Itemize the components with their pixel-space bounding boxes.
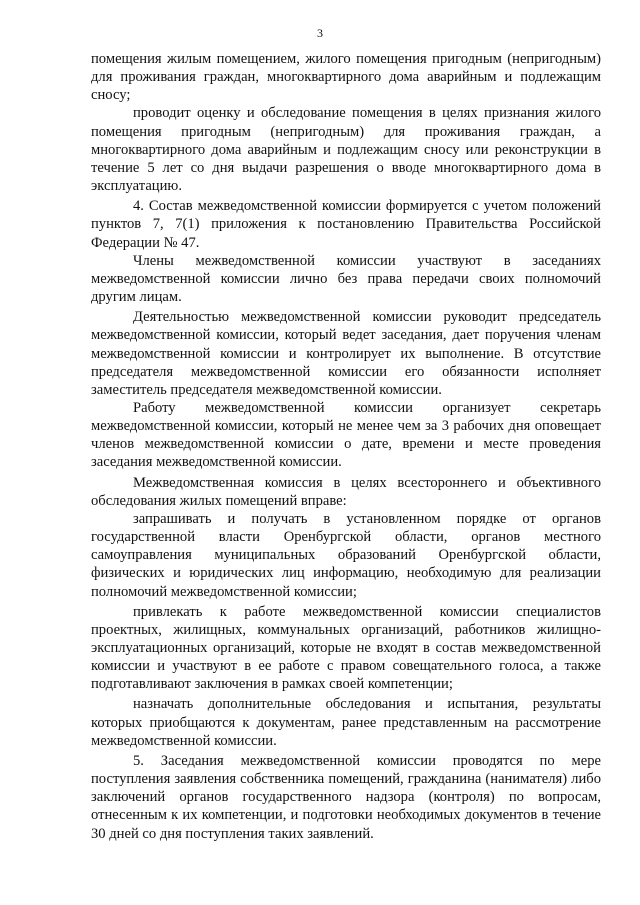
paragraph-right-inspections: назначать дополнительные обследования и испытания, результаты которых приобщаются к документам, ранее представленным на рассмотрение межведомственной комиссии. [91, 696, 601, 749]
paragraph-chairman: Деятельностью межведомственной комиссии руководит председатель межведомственной комиссии, который ведет заседания, дает поручения членам межведомственной комиссии и контролирует их выполнение. В отсутствие председателя межведомственной комиссии его обязанности исполняет заместитель председателя межведомственной комиссии. [91, 309, 601, 398]
paragraph-continuation: помещения жилым помещением, жилого помещения пригодным (непригодным) для проживания граждан, многоквартирного дома аварийным и подлежащим сносу; [91, 51, 601, 104]
paragraph-commission-rights: Межведомственная комиссия в целях всестороннего и объективного обследования жилых помещений вправе: [91, 474, 601, 509]
paragraph-assessment: проводит оценку и обследование помещения в целях признания жилого помещения пригодным (непригодным) для проживания граждан, а многоквартирного дома аварийным и подлежащим сносу или реконструкции в течение 5 лет со дня выдачи разрешения о вводе многоквартирного дома в эксплуатацию. [91, 105, 601, 195]
paragraph-commission-composition: 4. Состав межведомственной комиссии формируется с учетом положений пунктов 7, 7(1) приложения к постановлению Правительства Российской Федерации № 47. [91, 198, 601, 251]
paragraph-secretary: Работу межведомственной комиссии организует секретарь межведомственной комиссии, который не менее чем за 3 рабочих дня оповещает членов межведомственной комиссии о дате, времени и месте проведения заседания межведомственной комиссии. [91, 399, 601, 471]
page-number: 3 [317, 26, 323, 40]
paragraph-members-participation: Члены межведомственной комиссии участвуют в заседаниях межведомственной комиссии лично без права передачи своих полномочий другим лицам. [91, 252, 601, 306]
paragraph-right-request: запрашивать и получать в установленном порядке от органов государственной власти Оренбургской области, органов местного самоуправления муниципальных образований Оренбургской области, физических и юридических лиц информацию, необходимую для реализации полномочий межведомственной комиссии; [91, 510, 601, 600]
paragraph-right-involve: привлекать к работе межведомственной комиссии специалистов проектных, жилищных, коммунальных организаций, работников жилищно-эксплуатационных организаций, которые не входят в состав межведомственной комиссии и участвуют в ее работе с правом совещательного голоса, а также подготавливают заключения в рамках своей компетенции; [91, 603, 601, 693]
paragraph-meetings: 5. Заседания межведомственной комиссии проводятся по мере поступления заявления собственника помещений, гражданина (нанимателя) либо заключений органов государственного надзора (контроля) по вопросам, отнесенным к их компетенции, и подготовки необходимых документов в течение 30 дней со дня поступления таких заявлений. [91, 752, 601, 842]
document-body [91, 50, 601, 843]
